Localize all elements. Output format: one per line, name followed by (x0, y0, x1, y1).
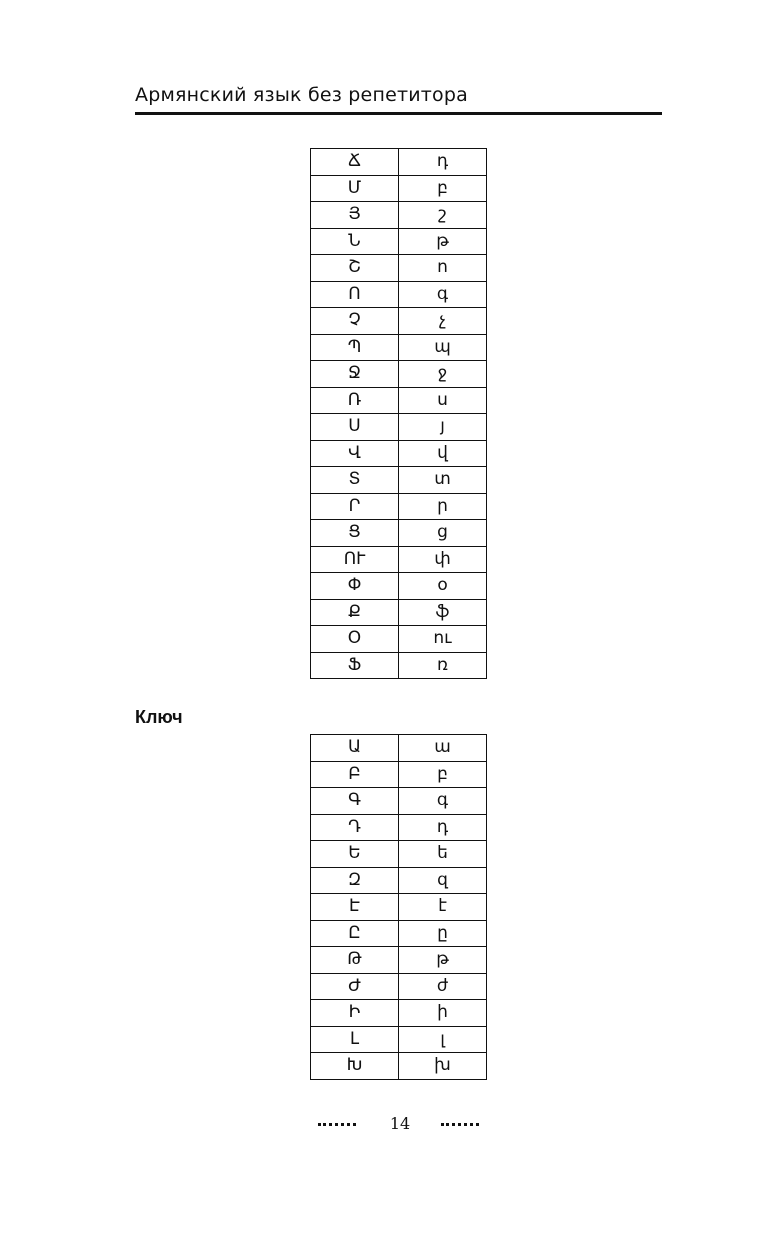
table-row (311, 281, 487, 308)
table-row (311, 761, 487, 788)
lowercase-letter-cell: փ (399, 546, 487, 573)
uppercase-letter-cell: Ջ (311, 361, 399, 388)
lowercase-letter-cell: թ (399, 947, 487, 974)
footer-dots-left (318, 1123, 356, 1129)
lowercase-letter-cell: տ (399, 467, 487, 494)
table-row (311, 1000, 487, 1027)
table-row (311, 920, 487, 947)
table-row (311, 788, 487, 815)
lowercase-letter-cell: ց (399, 520, 487, 547)
lowercase-letter-cell: յ (399, 414, 487, 441)
uppercase-letter-cell: Դ (311, 814, 399, 841)
table-row (311, 546, 487, 573)
uppercase-letter-cell: Ֆ (311, 652, 399, 679)
uppercase-letter-cell: Գ (311, 788, 399, 815)
table-row (311, 228, 487, 255)
letter-table-top-body (311, 149, 487, 679)
lowercase-letter-cell: ր (399, 493, 487, 520)
table-row (311, 334, 487, 361)
table-row (311, 493, 487, 520)
header-rule (135, 112, 662, 115)
lowercase-letter-cell: չ (399, 308, 487, 335)
uppercase-letter-cell: Ր (311, 493, 399, 520)
lowercase-letter-cell: ո (399, 255, 487, 282)
uppercase-letter-cell: Բ (311, 761, 399, 788)
table-row (311, 867, 487, 894)
uppercase-letter-cell: Ո (311, 281, 399, 308)
lowercase-letter-cell: խ (399, 1053, 487, 1080)
table-row (311, 387, 487, 414)
table-row (311, 414, 487, 441)
table-row (311, 361, 487, 388)
letter-table-key-body (311, 735, 487, 1080)
table-row (311, 202, 487, 229)
page-footer (0, 1114, 768, 1136)
uppercase-letter-cell: Է (311, 894, 399, 921)
lowercase-letter-cell: թ (399, 228, 487, 255)
lowercase-letter-cell: բ (399, 761, 487, 788)
lowercase-letter-cell: շ (399, 202, 487, 229)
table-row (311, 626, 487, 653)
table-row (311, 735, 487, 762)
table-row (311, 841, 487, 868)
lowercase-letter-cell: ա (399, 735, 487, 762)
table-row (311, 467, 487, 494)
running-header-title: Армянский язык без репетитора (135, 84, 468, 106)
uppercase-letter-cell: Շ (311, 255, 399, 282)
uppercase-letter-cell: Լ (311, 1026, 399, 1053)
lowercase-letter-cell: է (399, 894, 487, 921)
lowercase-letter-cell: բ (399, 175, 487, 202)
uppercase-letter-cell: Յ (311, 202, 399, 229)
table-row (311, 894, 487, 921)
table-row (311, 599, 487, 626)
uppercase-letter-cell: Ց (311, 520, 399, 547)
uppercase-letter-cell: Ի (311, 1000, 399, 1027)
uppercase-letter-cell: ՈՒ (311, 546, 399, 573)
table-row (311, 520, 487, 547)
lowercase-letter-cell: դ (399, 149, 487, 176)
table-row (311, 440, 487, 467)
lowercase-letter-cell: լ (399, 1026, 487, 1053)
uppercase-letter-cell: Տ (311, 467, 399, 494)
lowercase-letter-cell: ի (399, 1000, 487, 1027)
uppercase-letter-cell: Ռ (311, 387, 399, 414)
lowercase-letter-cell: ը (399, 920, 487, 947)
letter-table-key (310, 734, 487, 1080)
uppercase-letter-cell: Չ (311, 308, 399, 335)
uppercase-letter-cell: Խ (311, 1053, 399, 1080)
lowercase-letter-cell: պ (399, 334, 487, 361)
table-row (311, 1053, 487, 1080)
uppercase-letter-cell: Ե (311, 841, 399, 868)
uppercase-letter-cell: Ն (311, 228, 399, 255)
lowercase-letter-cell: ս (399, 387, 487, 414)
lowercase-letter-cell: գ (399, 281, 487, 308)
uppercase-letter-cell: Ը (311, 920, 399, 947)
lowercase-letter-cell: ֆ (399, 599, 487, 626)
uppercase-letter-cell: Ժ (311, 973, 399, 1000)
lowercase-letter-cell: ե (399, 841, 487, 868)
page-number: 14 (389, 1114, 411, 1133)
table-row (311, 573, 487, 600)
uppercase-letter-cell: Ս (311, 414, 399, 441)
uppercase-letter-cell: Փ (311, 573, 399, 600)
lowercase-letter-cell: ժ (399, 973, 487, 1000)
key-heading: Ключ (135, 707, 183, 727)
table-row (311, 175, 487, 202)
uppercase-letter-cell: Մ (311, 175, 399, 202)
lowercase-letter-cell: ու (399, 626, 487, 653)
uppercase-letter-cell: Զ (311, 867, 399, 894)
table-row (311, 1026, 487, 1053)
lowercase-letter-cell: ջ (399, 361, 487, 388)
lowercase-letter-cell: ռ (399, 652, 487, 679)
table-row (311, 973, 487, 1000)
lowercase-letter-cell: գ (399, 788, 487, 815)
footer-dots-right (441, 1123, 479, 1129)
lowercase-letter-cell: դ (399, 814, 487, 841)
uppercase-letter-cell: Պ (311, 334, 399, 361)
uppercase-letter-cell: Օ (311, 626, 399, 653)
lowercase-letter-cell: վ (399, 440, 487, 467)
letter-table-top (310, 148, 487, 679)
table-row (311, 652, 487, 679)
table-row (311, 149, 487, 176)
uppercase-letter-cell: Ք (311, 599, 399, 626)
lowercase-letter-cell: զ (399, 867, 487, 894)
table-row (311, 308, 487, 335)
table-row (311, 814, 487, 841)
table-row (311, 947, 487, 974)
uppercase-letter-cell: Ա (311, 735, 399, 762)
lowercase-letter-cell: օ (399, 573, 487, 600)
uppercase-letter-cell: Ճ (311, 149, 399, 176)
uppercase-letter-cell: Վ (311, 440, 399, 467)
table-row (311, 255, 487, 282)
uppercase-letter-cell: Թ (311, 947, 399, 974)
